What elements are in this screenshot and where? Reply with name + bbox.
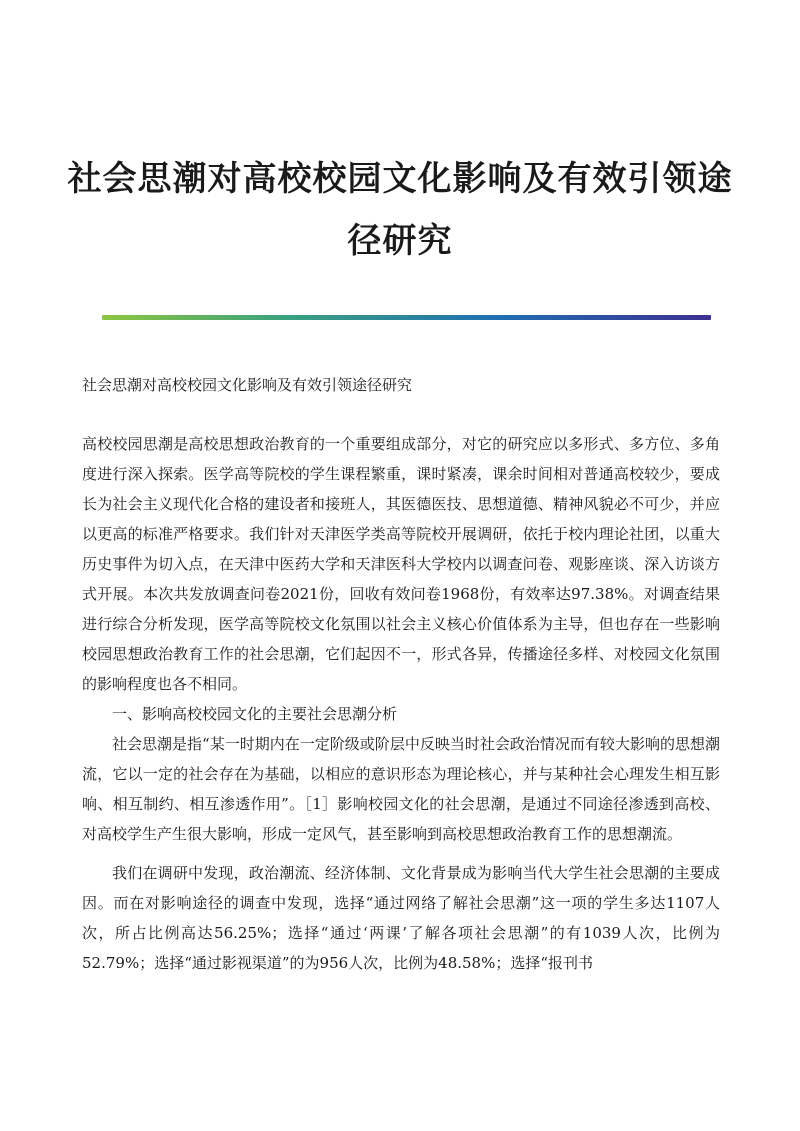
document-body bbox=[82, 370, 720, 978]
paragraph-definition: 社会思潮是指“某一时期内在一定阶级或阶层中反映当时社会政治情况而有较大影响的思想潮流，它以一定的社会存在为基础，以相应的意识形态为理论核心，并与某种社会心理发生相互影响、相互制约、相互渗透作用”。［1］影响校园文化的社会思潮，是通过不同途径渗透到高校、对高校学生产生很大影响，形成一定风气，甚至影响到高校思想政治教育工作的思想潮流。 bbox=[82, 735, 720, 843]
title-line-2: 径研究 bbox=[347, 221, 453, 261]
document-title bbox=[60, 148, 740, 272]
document-subtitle: 社会思潮对高校校园文化影响及有效引领途径研究 bbox=[82, 376, 413, 394]
paragraph-intro: 高校校园思潮是高校思想政治教育的一个重要组成部分，对它的研究应以多形式、多方位、多角度进行深入探索。医学高等院校的学生课程繁重，课时紧凑，课余时间相对普通高校较少，要成长为社会主义现代化合格的建设者和接班人，其医德医技、思想道德、精神风貌必不可少，并应以更高的标准严格要求。我们针对天津医学类高等院校开展调研，依托于校内理论社团，以重大历史事件为切入点，在天津中医药大学和天津医科大学校内以调查问卷、观影座谈、深入访谈方式开展。本次共发放调查问卷2021份，回收有效问卷1968份，有效率达97.38%。对调查结果进行综合分析发现，医学高等院校文化氛围以社会主义核心价值体系为主导，但也存在一些影响校园思想政治教育工作的社会思潮，它们起因不一，形式各异，传播途径多样、对校园文化氛围的影响程度也各不相同。 bbox=[82, 435, 720, 693]
paragraph-findings: 我们在调研中发现，政治潮流、经济体制、文化背景成为影响当代大学生社会思潮的主要成因。而在对影响途径的调查中发现，选择“通过网络了解社会思潮”这一项的学生多达1107人次，所占比例高达56.25%；选择“通过‘两课’了解各项社会思潮”的有1039人次，比例为52.79%；选择“通过影视渠道”的为956人次，比例为48.58%；选择“报刊书 bbox=[82, 864, 720, 972]
title-divider bbox=[102, 315, 711, 320]
title-line-1: 社会思潮对高校校园文化影响及有效引领途 bbox=[67, 159, 733, 199]
section-heading: 一、影响高校校园文化的主要社会思潮分析 bbox=[112, 705, 398, 723]
